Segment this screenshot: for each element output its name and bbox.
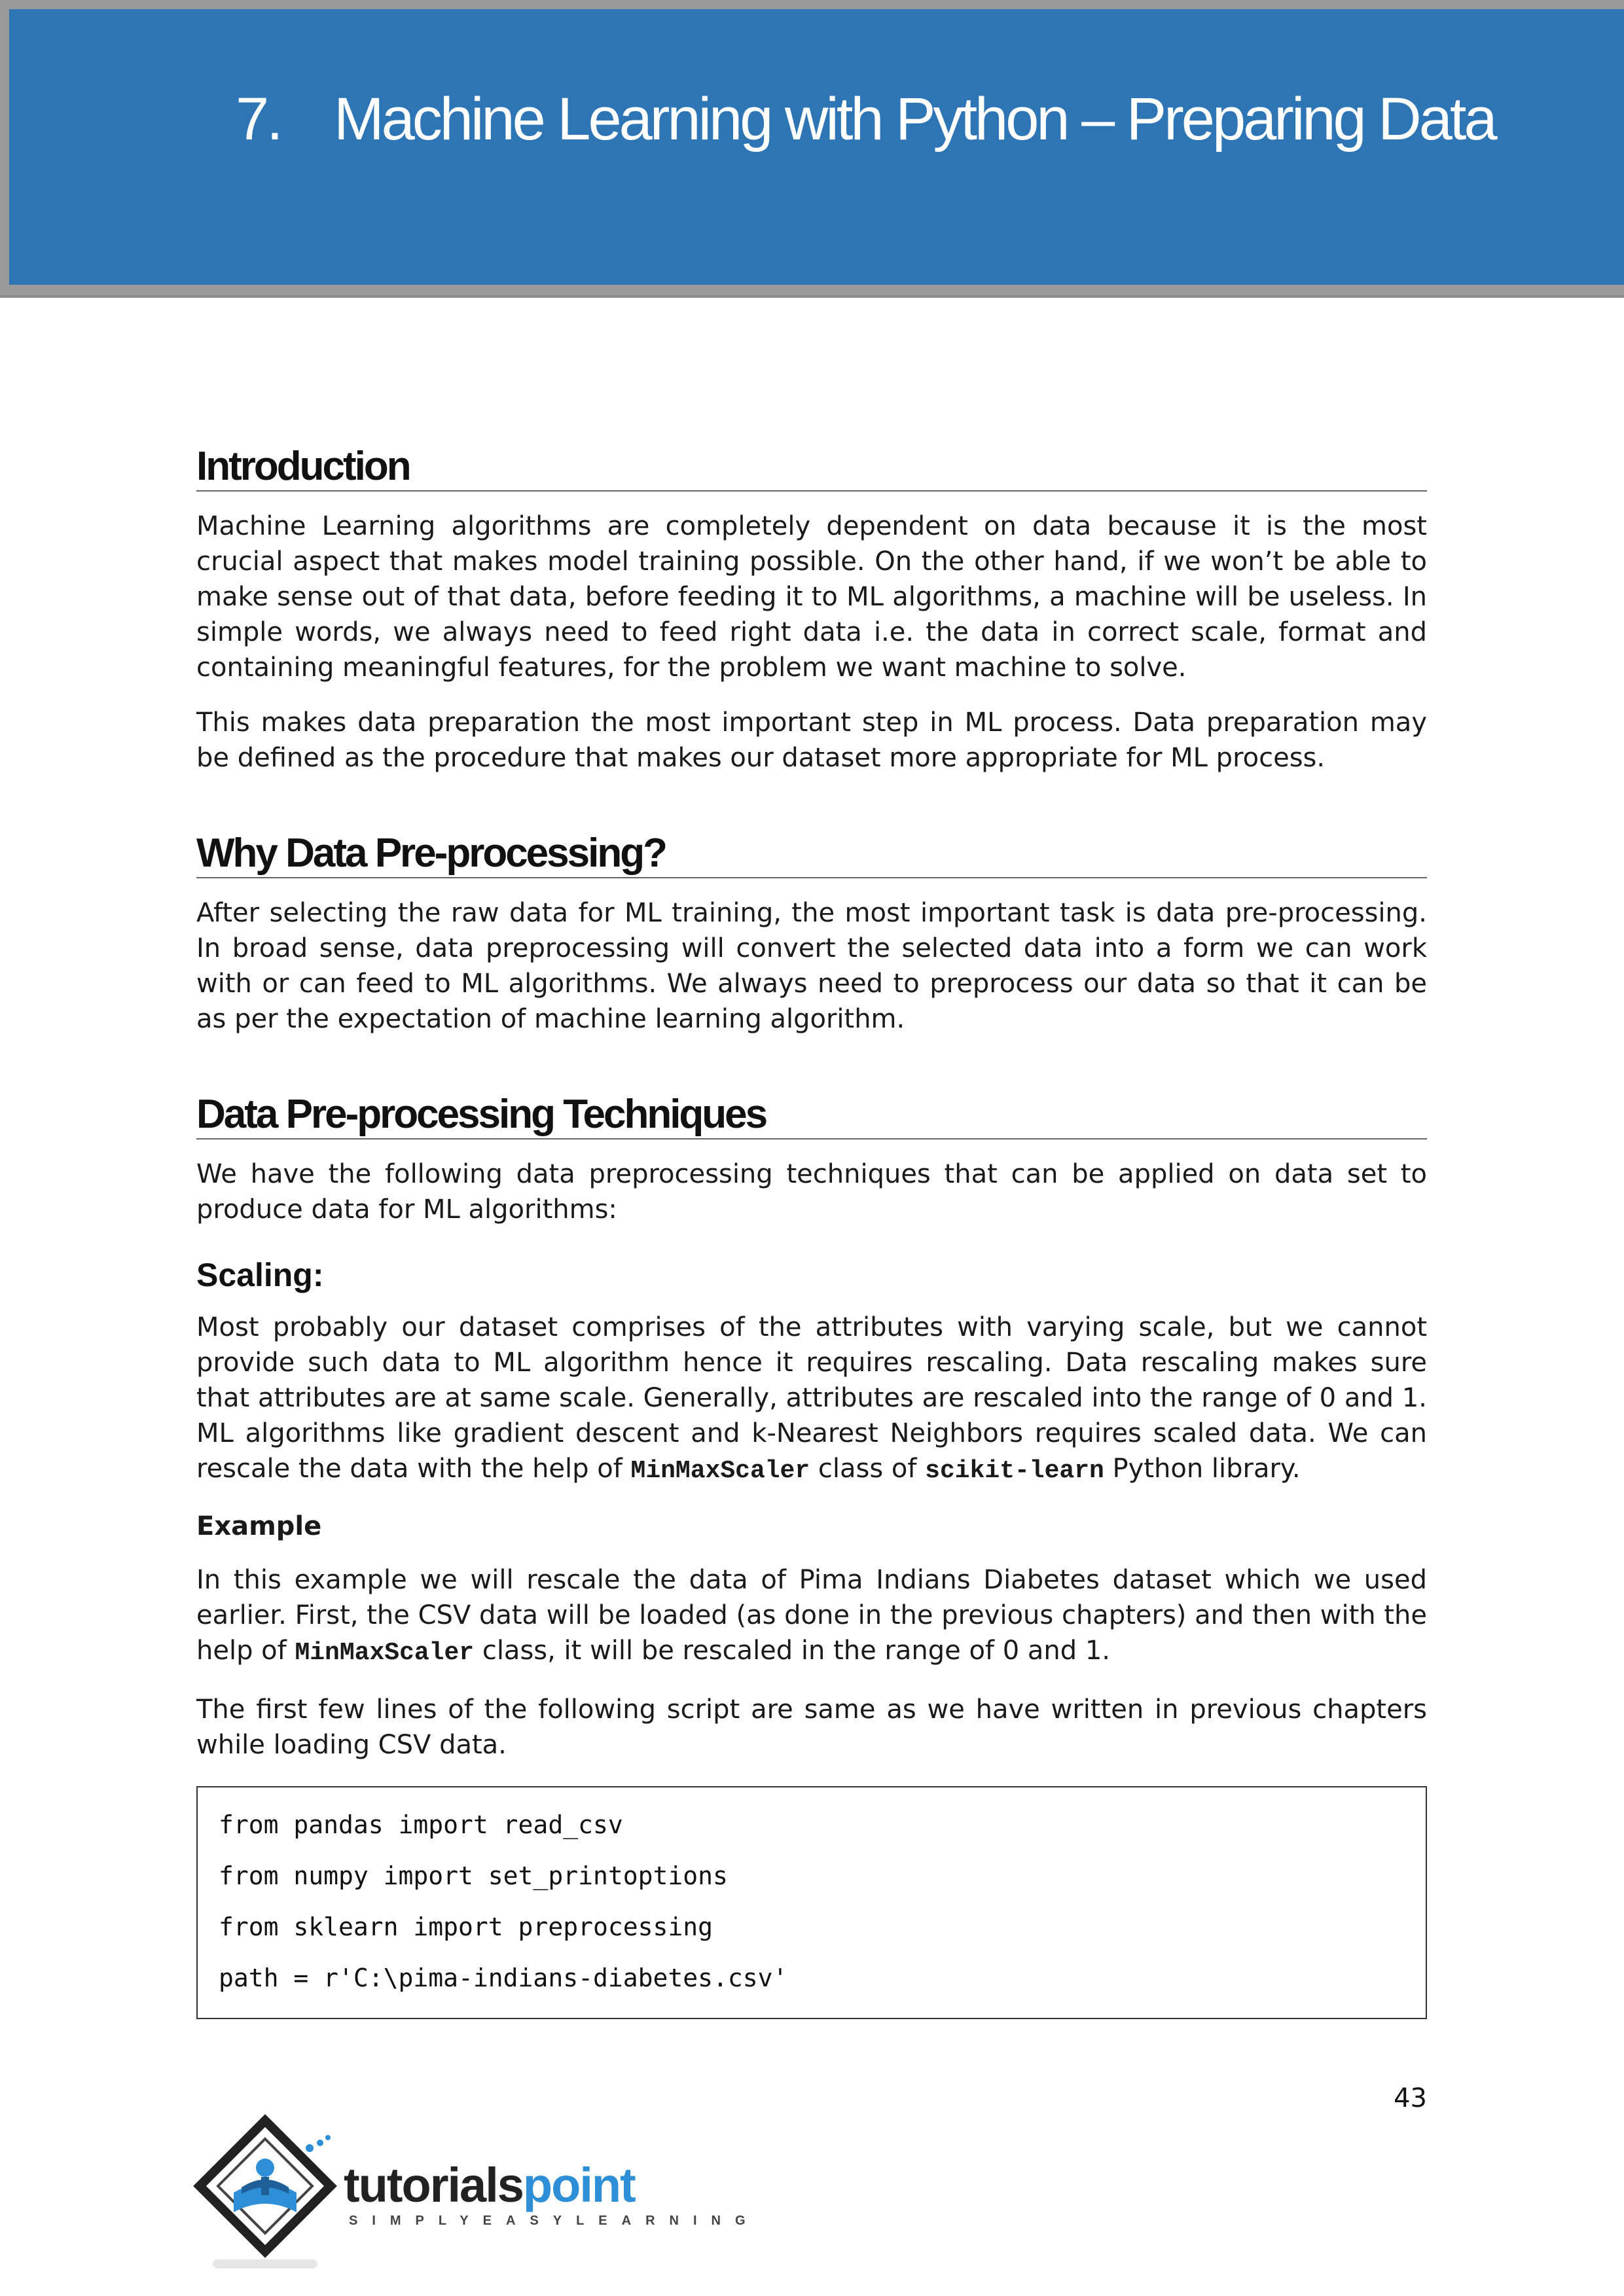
- page-number: 43: [1394, 2083, 1427, 2113]
- code-scikit-learn: scikit-learn: [925, 1457, 1104, 1486]
- intro-paragraph-1: Machine Learning algorithms are completely dependent on data because it is the most crucial aspect that makes model training possible. On the other hand, if we won’t be able to make sense out of that data, before feeding it to ML algorithms, a machine will be useless. In simple words, we always need to feed right data i.e. the data in correct scale, format and containing meaningful features, for the problem we want machine to solve.: [196, 511, 1427, 683]
- scaling-paragraph-1: [196, 1310, 1427, 1489]
- subheading-scaling: Scaling:: [196, 1257, 324, 1294]
- chapter-title-text: Machine Learning with Python – Preparing Data: [334, 86, 1495, 152]
- code-line: from sklearn import preprocessing: [219, 1912, 713, 1942]
- chapter-number: 7.: [236, 86, 281, 152]
- example-paragraph-1: [196, 1562, 1427, 1671]
- chapter-title: [236, 85, 1495, 154]
- scaling-p1-text-c: Python library.: [1104, 1454, 1301, 1484]
- example-p-text-a: In this example we will rescale the data of Pima Indians Diabetes dataset which we used earlier. First, the CSV data will be loaded (as done in the previous chapters) and then with the help of: [196, 1565, 1427, 1666]
- logo-emblem-icon: [193, 2114, 344, 2271]
- section-heading-why: Why Data Pre-processing?: [196, 832, 1427, 878]
- section-heading-techniques: Data Pre-processing Techniques: [196, 1093, 1427, 1139]
- tutorialspoint-logo: [193, 2114, 760, 2271]
- example-p-text-b: class, it will be rescaled in the range of 0 and 1.: [474, 1636, 1111, 1666]
- page-content: [196, 445, 1427, 2019]
- code-block: [196, 1786, 1427, 2019]
- logo-word-tutorials: tutorials: [344, 2158, 523, 2212]
- logo-word-point: point: [522, 2158, 635, 2212]
- code-minmaxscaler-2: MinMaxScaler: [295, 1639, 475, 1668]
- intro-paragraph-2: This makes data preparation the most important step in ML process. Data preparation may be defined as the procedure that makes our dataset more appropriate for ML process.: [196, 708, 1427, 774]
- example-paragraph-2: The first few lines of the following script are same as we have written in previous chapters while loading CSV data.: [196, 1695, 1427, 1761]
- code-line: path = r'C:\pima-indians-diabetes.csv': [219, 1964, 788, 1993]
- scaling-p1-text-a: Most probably our dataset comprises of the attributes with varying scale, but we cannot provide such data to ML algorithm hence it requires rescaling. Data rescaling makes sure that attributes are at same scale. Generally, attributes are rescaled into the range of 0 and 1. ML algorithms like gradient descent and k-Nearest Neighbors requires scaled data. We can rescale the data with the help of: [196, 1312, 1427, 1484]
- section-heading-introduction: Introduction: [196, 445, 1427, 492]
- why-paragraph-1: After selecting the raw data for ML training, the most important task is data pre-processing. In broad sense, data preprocessing will convert the selected data into a form we can work with or can feed to ML algorithms. We always need to preprocess our data so that it can be as per the expectation of machine learning algorithm.: [196, 898, 1427, 1035]
- techniques-paragraph-1: We have the following data preprocessing techniques that can be applied on data set to produce data for ML algorithms:: [196, 1159, 1427, 1225]
- code-minmaxscaler: MinMaxScaler: [630, 1457, 810, 1486]
- scaling-p1-text-b: class of: [810, 1454, 926, 1484]
- code-line: from numpy import set_printoptions: [219, 1861, 728, 1891]
- example-label: Example: [196, 1511, 322, 1542]
- logo-wordmark: [344, 2158, 635, 2212]
- code-line: from pandas import read_csv: [219, 1810, 623, 1840]
- logo-tagline: SIMPLYEASYLEARNING: [349, 2214, 760, 2228]
